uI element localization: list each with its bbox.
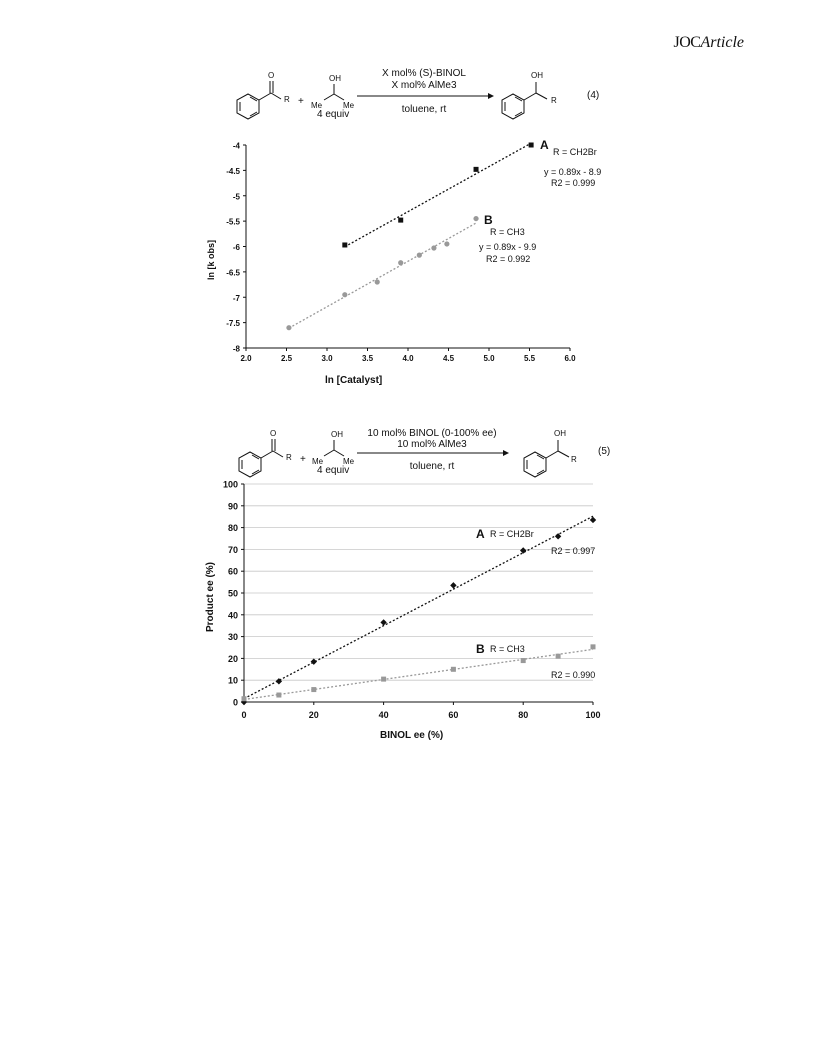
ketone-oxygen-label: O	[268, 71, 275, 80]
x-tick-label: 4.5	[442, 354, 455, 363]
y-tick-label: 20	[227, 653, 238, 664]
series-a-r2: R2 = 0.997	[551, 546, 596, 556]
y-tick-label: 0	[232, 697, 238, 708]
data-point-series-a	[555, 533, 561, 539]
x-tick-label: 2.0	[240, 354, 252, 363]
data-point-series-b	[398, 260, 403, 265]
conditions-label: toluene, rt	[409, 461, 455, 472]
data-point-series-a	[529, 143, 534, 148]
y-tick-label: 30	[227, 632, 238, 643]
y-tick-label: 80	[227, 523, 238, 534]
data-point-series-a	[398, 218, 403, 223]
data-point-series-b	[473, 216, 478, 221]
data-point-series-b	[311, 687, 316, 692]
reagent-line-2: X mol% AlMe3	[391, 80, 457, 91]
series-b-equation: y = 0.89x - 9.9	[479, 242, 537, 252]
y-tick-label: 50	[227, 588, 238, 599]
x-tick-label: 0	[241, 710, 247, 720]
isopropanol-oh-label: OH	[329, 74, 341, 83]
data-point-series-b	[375, 279, 380, 284]
equation-number: (4)	[587, 90, 600, 101]
x-tick-label: 20	[308, 710, 319, 720]
isopropanol-structure	[324, 84, 344, 100]
data-point-series-b	[591, 644, 596, 649]
reaction-arrow	[357, 93, 494, 99]
product-structure	[502, 82, 547, 119]
chart-ln-kobs-vs-ln-catalyst	[0, 130, 816, 400]
y-tick-label: -5	[232, 192, 240, 202]
reaction-arrow	[357, 450, 509, 456]
equation-number: (5)	[598, 446, 611, 457]
y-tick-label: -6	[232, 243, 240, 252]
series-b-letter: B	[484, 213, 493, 227]
x-tick-label: 100	[585, 710, 601, 720]
data-point-series-a	[474, 167, 479, 172]
chart-product-ee-vs-binol-ee	[0, 472, 816, 747]
x-tick-label: 60	[448, 710, 459, 720]
series-a-r2: R2 = 0.999	[551, 178, 596, 188]
data-point-series-b	[556, 654, 561, 659]
isopropanol-structure	[324, 440, 344, 456]
x-tick-label: 4.0	[402, 354, 414, 363]
x-axis-label: ln [Catalyst]	[325, 375, 383, 386]
trendline-series-b	[244, 649, 596, 699]
data-point-series-a	[590, 517, 596, 523]
journal-header	[674, 34, 745, 52]
y-axis-label: ln [k obs]	[206, 240, 216, 280]
data-point-series-b	[286, 325, 291, 330]
isopropanol-me-left: Me	[311, 101, 323, 110]
data-point-series-b	[431, 245, 436, 250]
series-b-label: R = CH3	[490, 644, 525, 654]
data-point-series-b	[444, 241, 449, 246]
data-point-series-b	[242, 696, 247, 701]
series-b-r2: R2 = 0.992	[486, 254, 531, 264]
equiv-label: 4 equiv	[317, 465, 350, 476]
reagent-line-1: X mol% (S)-BINOL	[382, 68, 466, 79]
product-r-label: R	[551, 96, 557, 105]
y-tick-label: 90	[227, 501, 238, 512]
y-tick-label: 10	[227, 675, 238, 686]
x-axis-label: BINOL ee (%)	[380, 730, 444, 741]
y-tick-label: -7.5	[226, 319, 240, 329]
reaction-scheme-4	[0, 62, 816, 132]
plus-sign: +	[298, 96, 304, 107]
product-oh-label: OH	[531, 71, 543, 80]
series-a-letter: A	[540, 138, 549, 152]
ketone-r-label: R	[284, 95, 290, 104]
data-point-series-b	[342, 292, 347, 297]
y-tick-label: 40	[227, 610, 238, 621]
conditions-label: toluene, rt	[401, 104, 447, 115]
data-point-series-a	[380, 619, 386, 625]
x-tick-label: 6.0	[564, 354, 576, 363]
data-point-series-b	[521, 658, 526, 663]
x-tick-label: 3.0	[321, 354, 333, 363]
data-point-series-a	[520, 547, 526, 553]
x-tick-label: 5.0	[483, 354, 495, 363]
y-tick-label: -6.5	[226, 268, 240, 278]
series-a-label: R = CH2Br	[553, 147, 597, 157]
x-tick-label: 5.5	[523, 354, 536, 363]
article-section-label: Article	[700, 34, 744, 51]
journal-name: JOC	[673, 34, 701, 51]
y-tick-label: -7	[232, 293, 240, 303]
isopropanol-me-left: Me	[312, 457, 324, 466]
ketone-oxygen-label: O	[270, 429, 277, 438]
reagent-line-1: 10 mol% BINOL (0-100% ee)	[367, 428, 497, 439]
y-tick-label: -8	[232, 344, 240, 354]
y-axis-label: Product ee (%)	[205, 561, 216, 632]
data-point-series-a	[311, 658, 317, 664]
y-tick-label: 70	[227, 544, 238, 555]
isopropanol-me-right: Me	[343, 101, 355, 110]
y-tick-label: -5.5	[226, 217, 240, 227]
ketone-structure	[237, 81, 281, 119]
isopropanol-oh-label: OH	[331, 430, 343, 439]
data-point-series-b	[417, 253, 422, 258]
series-b-label: R = CH3	[490, 227, 525, 237]
plus-sign: +	[300, 454, 306, 465]
data-point-series-a	[450, 582, 456, 588]
series-b-r2: R2 = 0.990	[551, 670, 596, 680]
series-a-equation: y = 0.89x - 8.9	[544, 167, 602, 177]
data-point-series-b	[451, 667, 456, 672]
equiv-label: 4 equiv	[317, 109, 350, 120]
series-b-letter: B	[476, 642, 485, 656]
trendline-series-b	[289, 223, 476, 328]
y-tick-label: 100	[222, 479, 238, 490]
x-tick-label: 80	[518, 710, 529, 720]
x-tick-label: 3.5	[361, 354, 374, 363]
x-tick-label: 2.5	[280, 354, 293, 363]
y-tick-label: 60	[227, 566, 238, 577]
series-a-letter: A	[476, 527, 485, 541]
x-tick-label: 40	[378, 710, 389, 720]
ketone-r-label: R	[286, 453, 292, 462]
series-a-label: R = CH2Br	[490, 529, 534, 539]
trendline-series-a	[244, 516, 596, 698]
data-point-series-b	[381, 677, 386, 682]
reagent-line-2: 10 mol% AlMe3	[397, 439, 467, 450]
y-tick-label: -4	[232, 141, 240, 151]
product-r-label: R	[571, 455, 577, 464]
data-point-series-b	[276, 693, 281, 698]
isopropanol-me-right: Me	[343, 457, 355, 466]
y-tick-label: -4.5	[226, 166, 240, 176]
data-point-series-a	[342, 242, 347, 247]
product-oh-label: OH	[554, 429, 566, 438]
